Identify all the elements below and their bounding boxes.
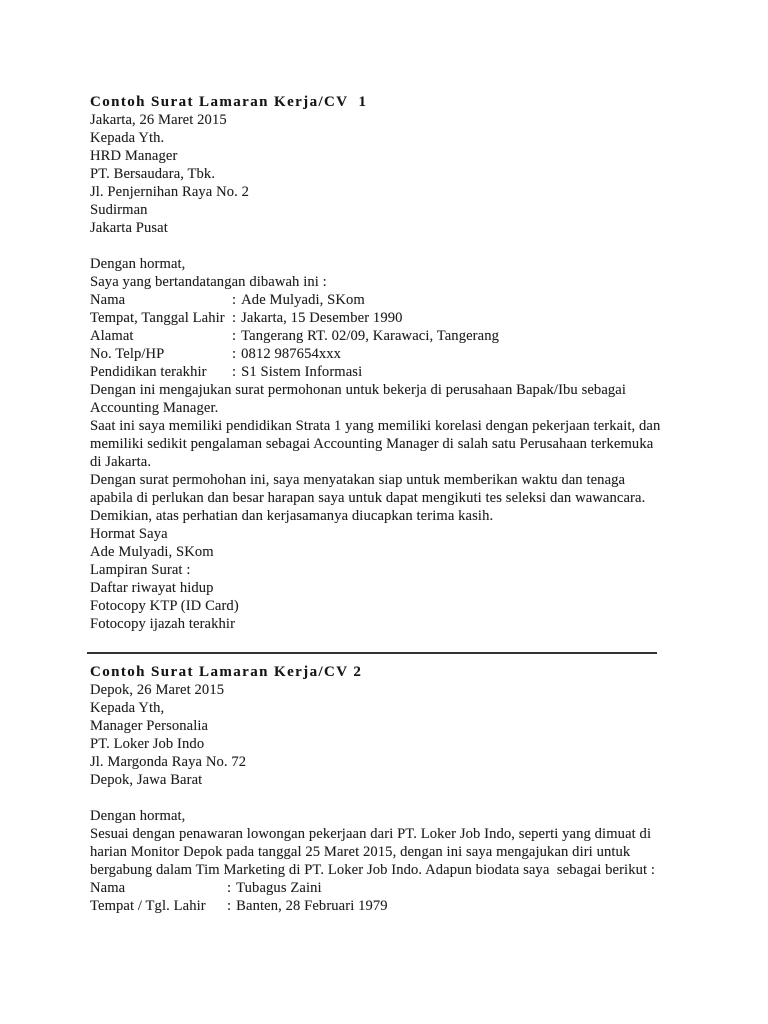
letter1-signature-name: Ade Mulyadi, SKom — [90, 544, 214, 560]
letter2-salutation: Dengan hormat, — [90, 808, 186, 824]
field-row-nama — [90, 291, 750, 309]
field-label: Pendidikan terakhir — [90, 364, 207, 380]
field-label: Nama — [90, 292, 126, 308]
letter1-body-line: Saat ini saya memiliki pendidikan Strata 1 yang memiliki korelasi dengan pekerjaan terkait, dan — [90, 418, 661, 434]
field-colon: : — [232, 292, 237, 308]
letter2-recipient-line: Kepada Yth, — [90, 700, 165, 716]
letter1-recipient-line: Jakarta Pusat — [90, 220, 168, 236]
field-label: Alamat — [90, 328, 134, 344]
field-colon: : — [232, 364, 237, 380]
letter1-date-line: Jakarta, 26 Maret 2015 — [90, 112, 227, 128]
letter2-body-line: Sesuai dengan penawaran lowongan pekerjaan dari PT. Loker Job Indo, seperti yang dimuat di — [90, 826, 652, 842]
letter1-body-line: Dengan ini mengajukan surat permohonan untuk bekerja di perusahaan Bapak/Ibu sebagai — [90, 382, 627, 398]
field-label: No. Telp/HP — [90, 346, 165, 362]
blank-line — [90, 237, 750, 255]
letter1-body-line: apabila di perlukan dan besar harapan saya untuk dapat mengikuti tes seleksi dan wawancara. — [90, 490, 646, 506]
field-row-ttl — [90, 897, 750, 915]
letter1-body-line: Demikian, atas perhatian dan kerjasamanya diucapkan terima kasih. — [90, 508, 494, 524]
letter1-attachment-item: Daftar riwayat hidup — [90, 580, 214, 596]
field-value: Banten, 28 Februari 1979 — [236, 898, 388, 914]
letter1-title: Contoh Surat Lamaran Kerja/CV 1 — [90, 94, 368, 110]
letter2-body-line: harian Monitor Depok pada tanggal 25 Maret 2015, dengan ini saya mengajukan diri untuk — [90, 844, 631, 860]
letter2-title: Contoh Surat Lamaran Kerja/CV 2 — [90, 664, 363, 680]
letter1-recipient-line: Sudirman — [90, 202, 148, 218]
letter1-recipient-line: HRD Manager — [90, 148, 178, 164]
letter2-recipient-line: Jl. Margonda Raya No. 72 — [90, 754, 247, 770]
field-label: Tempat / Tgl. Lahir — [90, 898, 206, 914]
letter1-closing: Hormat Saya — [90, 526, 168, 542]
letter1-body-line: di Jakarta. — [90, 454, 152, 470]
letter-1 — [90, 93, 750, 633]
letter2-date-line: Depok, 26 Maret 2015 — [90, 682, 225, 698]
field-value: Tangerang RT. 02/09, Karawaci, Tangerang — [241, 328, 500, 344]
field-label: Nama — [90, 880, 126, 896]
letter1-attachment-item: Fotocopy KTP (ID Card) — [90, 598, 239, 614]
field-colon: : — [232, 346, 237, 362]
field-value: Ade Mulyadi, SKom — [241, 292, 365, 308]
field-value: Tubagus Zaini — [236, 880, 322, 896]
letter1-body-line: Dengan surat permohohan ini, saya menyatakan siap untuk memberikan waktu dan tenaga — [90, 472, 626, 488]
field-value: S1 Sistem Informasi — [241, 364, 363, 380]
field-colon: : — [227, 880, 232, 896]
field-row-alamat — [90, 327, 750, 345]
field-colon: : — [232, 328, 237, 344]
letter1-attachment-heading: Lampiran Surat : — [90, 562, 191, 578]
letter-2 — [90, 663, 750, 915]
letter1-recipient-line: Kepada Yth. — [90, 130, 165, 146]
letter2-recipient-line: Manager Personalia — [90, 718, 209, 734]
section-divider — [87, 652, 657, 654]
letter2-recipient-line: PT. Loker Job Indo — [90, 736, 205, 752]
field-value: Jakarta, 15 Desember 1990 — [241, 310, 403, 326]
letter1-intro: Saya yang bertandatangan dibawah ini : — [90, 274, 327, 290]
field-label: Tempat, Tanggal Lahir — [90, 310, 225, 326]
field-row-pendidikan — [90, 363, 750, 381]
letter2-recipient-line: Depok, Jawa Barat — [90, 772, 203, 788]
page-content — [90, 93, 750, 915]
field-row-ttl — [90, 309, 750, 327]
field-colon: : — [227, 898, 232, 914]
letter1-recipient-line: Jl. Penjernihan Raya No. 2 — [90, 184, 250, 200]
letter2-body-line: bergabung dalam Tim Marketing di PT. Loker Job Indo. Adapun biodata saya sebagai berikut : — [90, 862, 656, 878]
letter1-recipient-line: PT. Bersaudara, Tbk. — [90, 166, 216, 182]
field-row-telp — [90, 345, 750, 363]
blank-line — [90, 789, 750, 807]
letter1-body-line: Accounting Manager. — [90, 400, 219, 416]
field-colon: : — [232, 310, 237, 326]
letter1-salutation: Dengan hormat, — [90, 256, 186, 272]
letter1-attachment-item: Fotocopy ijazah terakhir — [90, 616, 236, 632]
letter1-body-line: memiliki sedikit pengalaman sebagai Accounting Manager di salah satu Perusahaan terkemuka — [90, 436, 654, 452]
field-value: 0812 987654xxx — [241, 346, 342, 362]
field-row-nama — [90, 879, 750, 897]
